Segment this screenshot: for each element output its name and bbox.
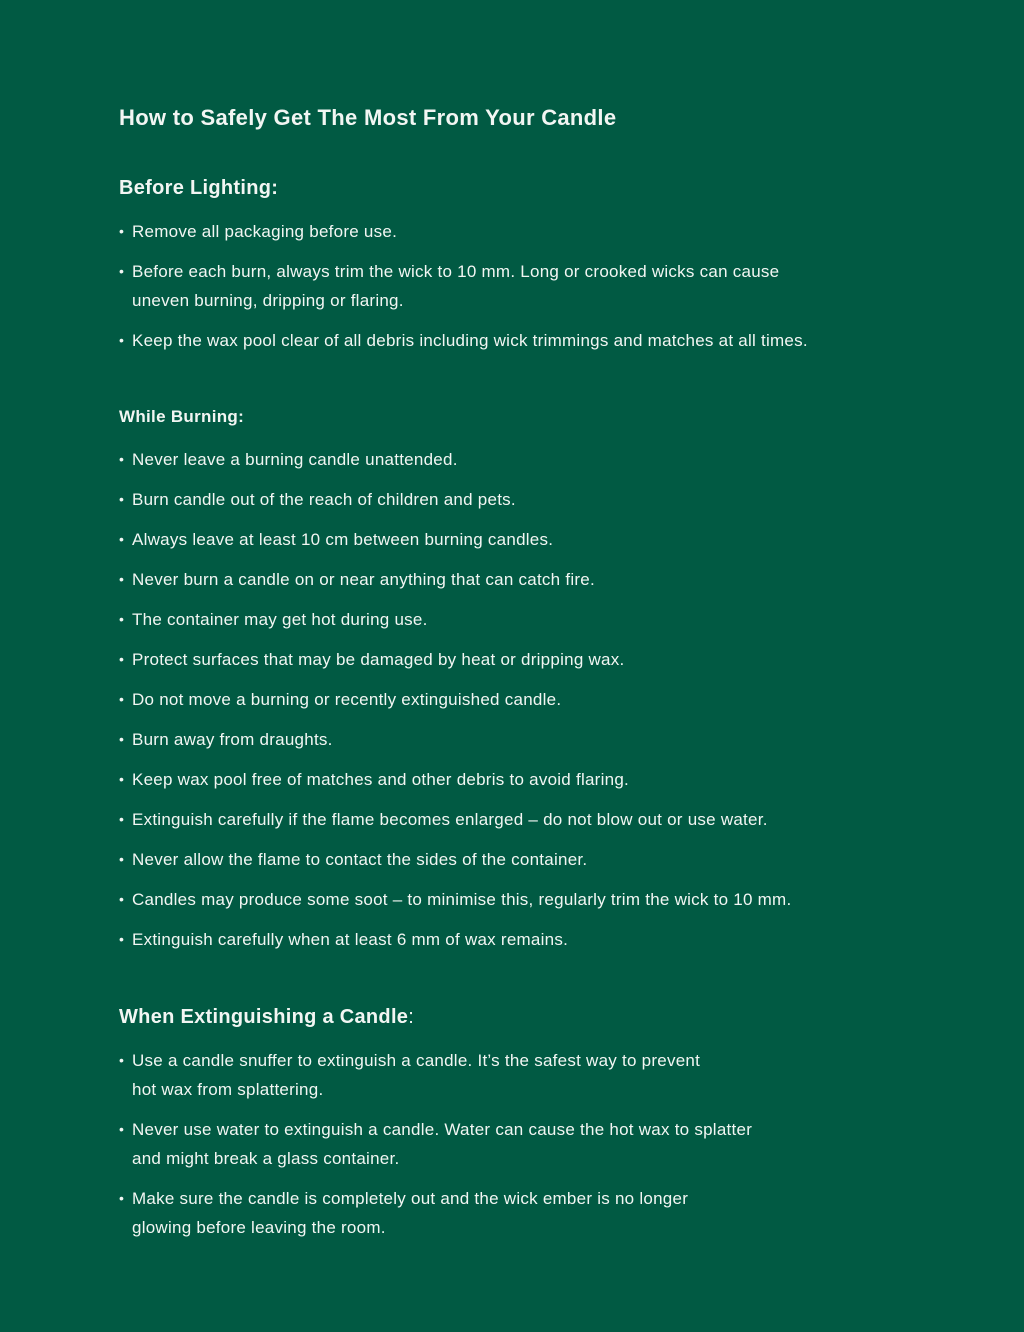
list-item-text: Never use water to extinguish a candle. Water can cause the hot wax to splatter and might break a glass container. [132, 1120, 753, 1168]
list-item-text: Burn away from draughts. [132, 730, 333, 749]
section [119, 1004, 964, 1242]
list-item [119, 485, 964, 514]
list-item-text: Extinguish carefully when at least 6 mm of wax remains. [132, 930, 569, 949]
section-heading-colon: : [238, 407, 245, 426]
list-item [119, 885, 964, 914]
list-item [119, 525, 964, 554]
list-item-text: Burn candle out of the reach of children and pets. [132, 490, 516, 509]
bullet-icon: • [119, 263, 125, 279]
list-item [119, 725, 964, 754]
list-item-text: Extinguish carefully if the flame becomes enlarged – do not blow out or use water. [132, 810, 768, 829]
bullet-icon: • [119, 691, 125, 707]
list-item-text: Never burn a candle on or near anything that can catch fire. [132, 570, 595, 589]
list-item [119, 217, 964, 246]
list-item [119, 765, 964, 794]
bullet-icon: • [119, 611, 125, 627]
list-item [119, 1046, 964, 1104]
list-item-text: Use a candle snuffer to extinguish a candle. It’s the safest way to prevent hot wax from splattering. [132, 1051, 701, 1099]
bullet-icon: • [119, 891, 125, 907]
list-item-text: Keep wax pool free of matches and other debris to avoid flaring. [132, 770, 630, 789]
bullet-list [119, 445, 964, 954]
bullet-icon: • [119, 931, 125, 947]
section [119, 405, 964, 954]
list-item-text: Do not move a burning or recently extinguished candle. [132, 690, 562, 709]
bullet-icon: • [119, 451, 125, 467]
section [119, 175, 964, 355]
bullet-icon: • [119, 491, 125, 507]
bullet-icon: • [119, 223, 125, 239]
list-item [119, 805, 964, 834]
list-item [119, 605, 964, 634]
list-item-text: Keep the wax pool clear of all debris including wick trimmings and matches at all times. [132, 331, 808, 350]
list-item-text: Never leave a burning candle unattended. [132, 450, 458, 469]
bullet-icon: • [119, 1190, 125, 1206]
bullet-icon: • [119, 531, 125, 547]
section-heading-colon: : [408, 1006, 415, 1028]
bullet-icon: • [119, 1121, 125, 1137]
list-item-text: Never allow the flame to contact the sides of the container. [132, 850, 588, 869]
bullet-icon: • [119, 731, 125, 747]
list-item [119, 685, 964, 714]
list-item [119, 445, 964, 474]
list-item-text: Remove all packaging before use. [132, 222, 398, 241]
page-title: How to Safely Get The Most From Your Candle [119, 105, 617, 130]
section-heading-text: While Burning [119, 407, 239, 426]
list-item [119, 326, 964, 355]
list-item [119, 925, 964, 954]
list-item-text: The container may get hot during use. [132, 610, 428, 629]
bullet-list [119, 1046, 964, 1242]
sections [119, 175, 964, 1242]
list-item [119, 1115, 964, 1173]
bullet-icon: • [119, 1052, 125, 1068]
section-heading [119, 405, 964, 429]
section-heading [119, 1004, 964, 1030]
list-item [119, 645, 964, 674]
section-heading-text: Before Lighting [119, 177, 272, 199]
list-item-text: Candles may produce some soot – to minimise this, regularly trim the wick to 10 mm. [132, 890, 792, 909]
list-item [119, 1184, 964, 1242]
bullet-icon: • [119, 651, 125, 667]
bullet-icon: • [119, 851, 125, 867]
section-heading-colon: : [271, 177, 279, 199]
list-item-text: Protect surfaces that may be damaged by heat or dripping wax. [132, 650, 625, 669]
bullet-icon: • [119, 332, 125, 348]
bullet-icon: • [119, 771, 125, 787]
list-item-text: Make sure the candle is completely out and the wick ember is no longer glowing before leaving the room. [132, 1189, 689, 1237]
bullet-icon: • [119, 811, 125, 827]
list-item [119, 845, 964, 874]
section-heading-text: When Extinguishing a Candle [119, 1006, 409, 1028]
section-heading [119, 175, 964, 201]
bullet-list [119, 217, 964, 355]
list-item-text: Always leave at least 10 cm between burning candles. [132, 530, 554, 549]
list-item-text: Before each burn, always trim the wick to 10 mm. Long or crooked wicks can cause uneven burning, dripping or flaring. [132, 262, 780, 310]
list-item [119, 257, 964, 315]
bullet-icon: • [119, 571, 125, 587]
list-item [119, 565, 964, 594]
